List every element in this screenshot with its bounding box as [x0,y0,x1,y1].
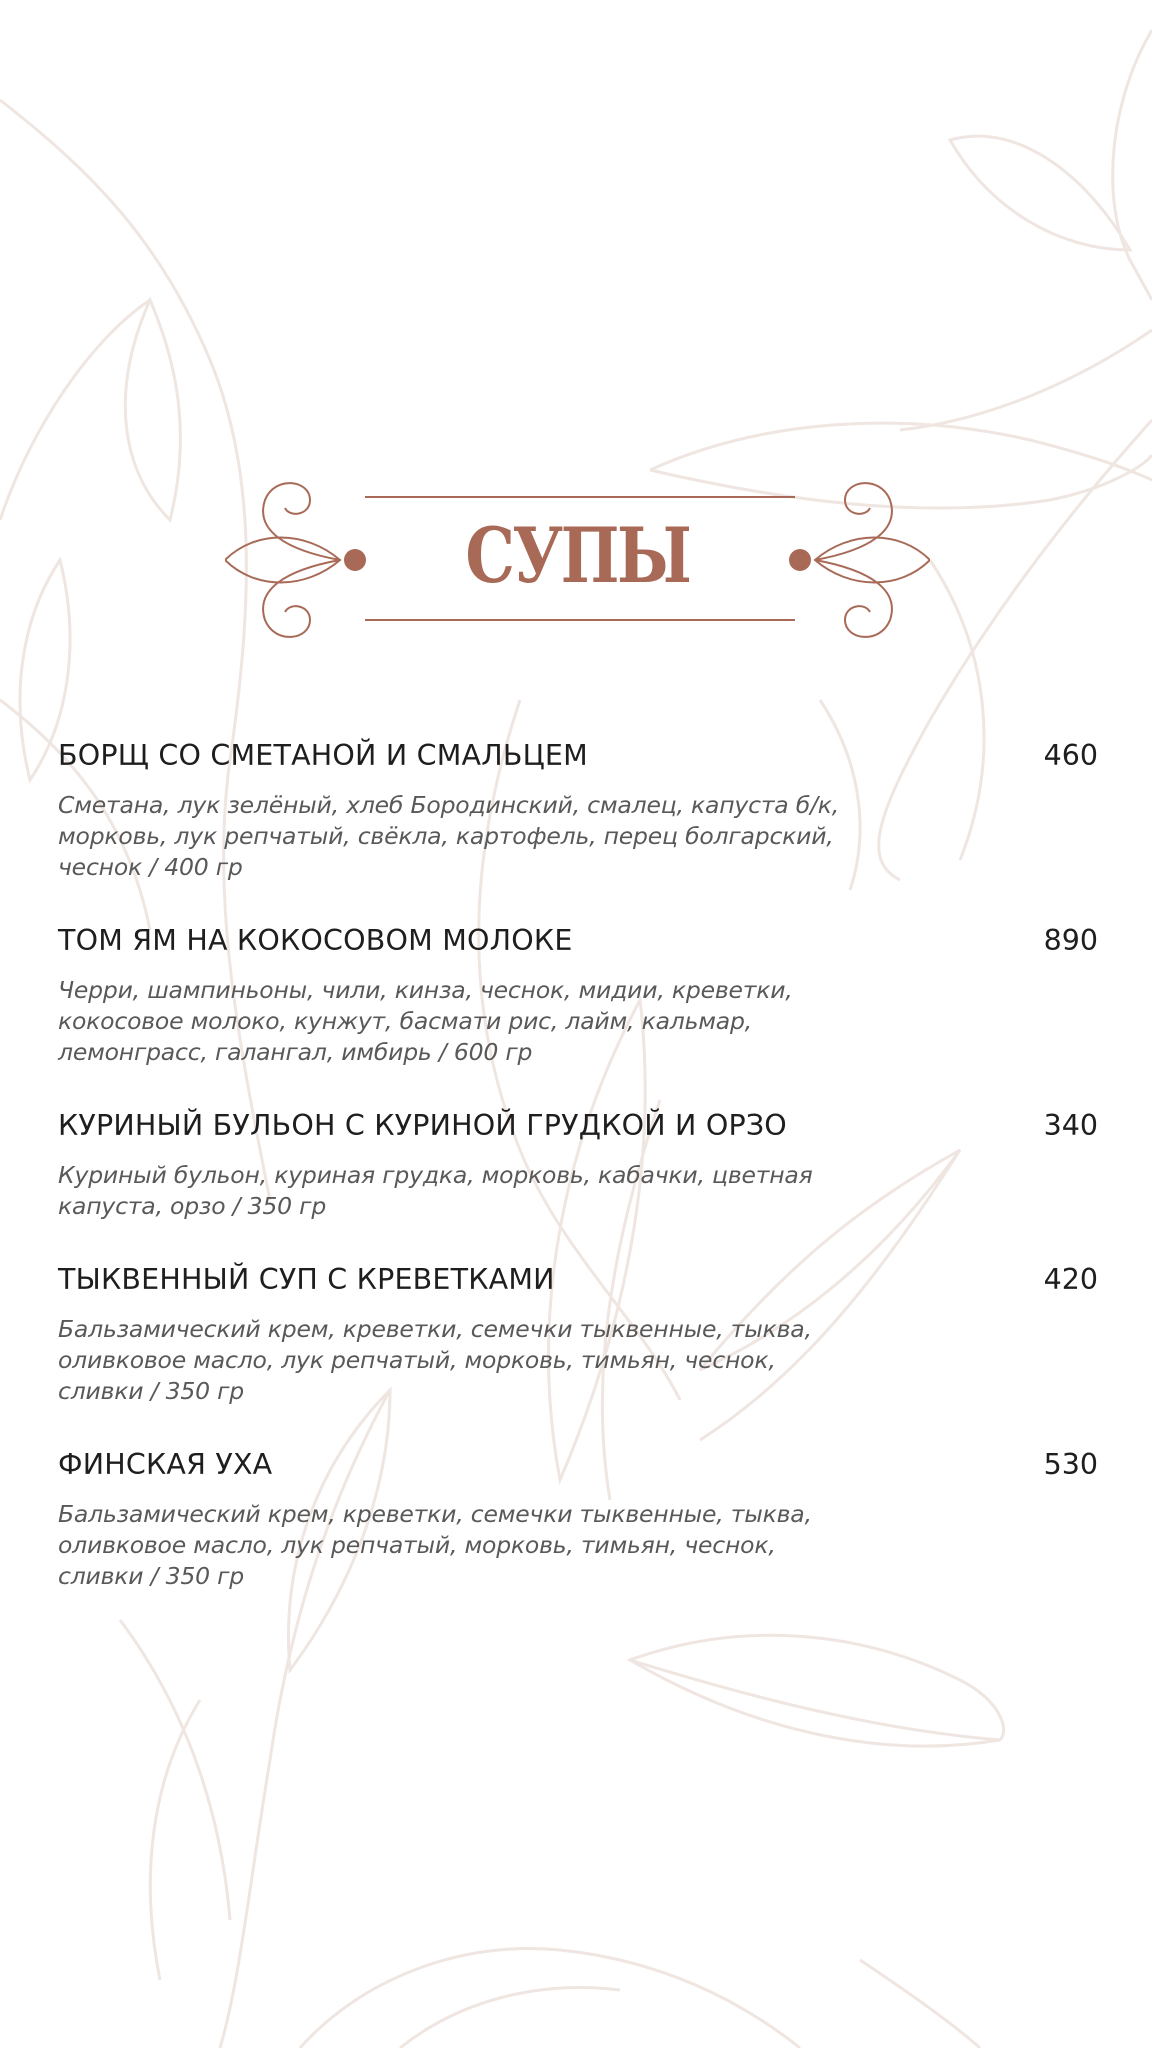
item-price: 420 [1043,1263,1098,1296]
menu-item [58,1256,1098,1407]
menu-item [58,732,1098,883]
item-name: ТОМ ЯМ НА КОКОСОВОМ МОЛОКЕ [58,924,573,957]
item-description: Куриный бульон, куриная грудка, морковь, кабачки, цветная капуста, орзо / 350 гр [58,1161,813,1220]
item-name: БОРЩ СО СМЕТАНОЙ И СМАЛЬЦЕМ [58,739,588,772]
page-title: СУПЫ [465,511,690,600]
menu-item [58,1102,1098,1222]
item-name: ФИНСКАЯ УХА [58,1448,273,1481]
section-header [225,470,930,650]
item-name: ТЫКВЕННЫЙ СУП С КРЕВЕТКАМИ [58,1263,555,1296]
item-description: Бальзамический крем, креветки, семечки тыквенные, тыква, оливковое масло, лук репчатый, морковь, тимьян, чеснок, сливки / 350 гр [58,1500,812,1590]
item-description: Сметана, лук зелёный, хлеб Бородинский, смалец, капуста б/к, морковь, лук репчатый, свёкла, картофель, перец болгарский, чеснок / 400 гр [58,791,840,881]
item-price: 460 [1043,739,1098,772]
item-price: 890 [1043,924,1098,957]
item-price: 530 [1043,1448,1098,1481]
menu-list [58,732,1098,1626]
item-description: Бальзамический крем, креветки, семечки тыквенные, тыква, оливковое масло, лук репчатый, морковь, тимьян, чеснок, сливки / 350 гр [58,1315,812,1405]
item-description: Черри, шампиньоны, чили, кинза, чеснок, мидии, креветки, кокосовое молоко, кунжут, басмати рис, лайм, кальмар, лемонграсс, галангал, имбирь / 600 гр [58,976,793,1066]
menu-item [58,917,1098,1068]
item-price: 340 [1043,1109,1098,1142]
item-name: КУРИНЫЙ БУЛЬОН С КУРИНОЙ ГРУДКОЙ И ОРЗО [58,1109,787,1142]
menu-item [58,1441,1098,1592]
